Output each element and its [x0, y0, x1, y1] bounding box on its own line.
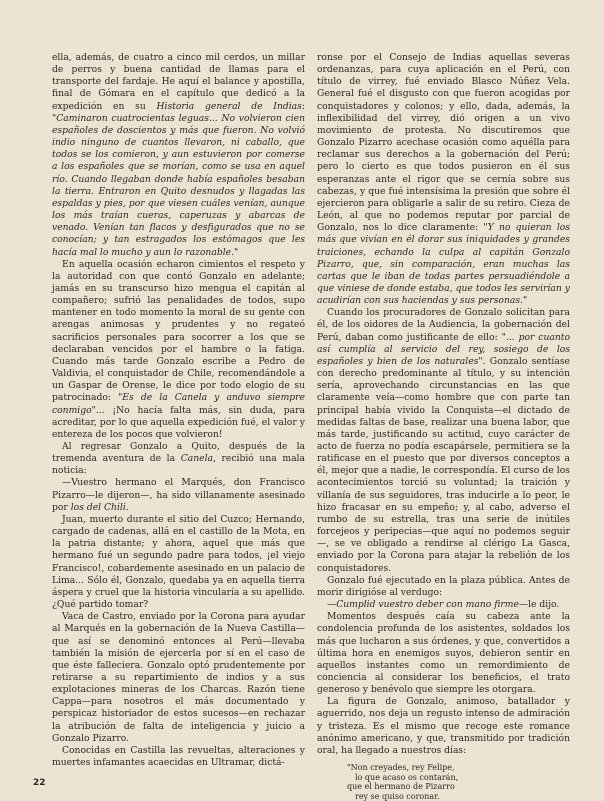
text-run: Cuando los procuradores de Gonzalo solicitan para él, de los oidores de la Audiencia, la gobernación del Perú, daban como justificante de ello:: [317, 307, 570, 343]
text-run: ... ¡No hacía falta más, sin duda, para acreditar, por lo que aquella expedición fué, el valor y entereza de los pocos que volvieron!: [52, 404, 305, 440]
left-column: [52, 52, 305, 769]
poem-line: lo que acaso os contarán,: [355, 772, 459, 782]
text-run: La figura de Gonzalo, animoso, batallador y aguerrido, nos deja un regusto intenso de admiración y tristeza. Es el mismo que recoge este romance anónimo americano, y que, transmitido por tradición oral, ha llegado a nuestros días:: [317, 696, 570, 756]
italic-text: Cumplid vuestro deber con mano firme: [336, 599, 519, 611]
poem-line: "Non creyades, rey Felipe,: [347, 763, 455, 773]
text-run: En aquella ocasión echaron cimientos el respeto y la autoridad con que contó Gonzalo en adelante; jamás en su transcurso hizo mengua el capitán al compañero; sufrió las penalidades de todos, supo mantener en todo momento la moral de su gente con arengas animosas y prudentes y no regateó sacrificios personales para socorrer a los que se declaraban vencidos por el hambre o la fatiga. Cuando más tarde Gonzalo escribe a Pedro de Valdivia, el conquistador de Chile, recomendándole a un Gaspar de Orense, le dice por todo elogio de su patrocinado:: [52, 258, 305, 404]
text-run: Conocidas en Castilla las revueltas, alteraciones y muertes infamantes acaecidas en Ultramar, dictá-: [52, 744, 305, 769]
text-run: —le dijo.: [518, 599, 560, 611]
italic-text: los del Chili: [70, 501, 126, 513]
page-number: 22: [33, 778, 46, 788]
text-run: ella, además, de cuatro a cinco mil cerdos, un millar de perros y buena cantidad de llamas para el transporte del fardaje. He aquí el balance y apostilla, final de Gómara en el capítulo que dedicó a la expedición en su: [52, 52, 305, 112]
text-run: :: [301, 100, 305, 112]
text-run: . Gonzalo sentíase con derecho predominante al título, y su intención sería, aprovechando circunstancias en las que claramente veía—como hombre que con parte tan principal había vivido la Conquista—el dictado de medidas faltas de base, realizar una buena labor, que más tarde, justificando su actitud, cuyo carácter de acto de fuerza no podía escapársele, permitiera se la ratificase en el puesto que por diversos conceptos a él, mejor que a nadie, le correspondía. El curso de los acontecimientos torció su voluntad; la traición y villanía de sus seguidores, tras inducirle a lo peor, le hizo fracasar en su empeño; y, al cabo, adverso el rumbo de su estrella, tras una serie de inútiles forcejeos y peripecias—que aquí no podemos seguir—, se ve obligado a rendirse al clérigo La Gasca, enviado por la Corona para atajar la rebelión de los conquistadores.: [317, 355, 570, 574]
text-run: Gonzalo fué ejecutado en la plaza pública. Antes de morir dirigióse al verdugo:: [317, 574, 570, 598]
poem-line: que el hermano de Pizarro: [347, 782, 455, 792]
paragraph: [52, 259, 305, 441]
poem-line: rey se quiso coronar.: [355, 791, 440, 801]
paragraph: [52, 611, 305, 745]
text-run: Juan, muerto durante el sitio del Cuzco; Hernando, cargado de cadenas, allá en el castillo de la Mota, en la patria distante; y ahora, aquel que más que hermano fué un segundo padre para todos, ¡el viejo Francisco!, cobardemente asesinado en un palacio de Lima... Sólo él, Gonzalo, quedaba ya en aquella tierra áspera y cruel que la historia vincularía a su apellido. ¿Qué partido tomar?: [52, 513, 305, 611]
text-run: Al regresar Gonzalo a Quito, después de la tremenda aventura de la: [52, 441, 305, 465]
italic-text: "Es de la Canela y anduvo siempre conmigo": [52, 392, 305, 416]
text-run: .: [125, 501, 129, 513]
right-column: [317, 52, 570, 801]
paragraph: [317, 611, 570, 696]
text-run: ronse por el Consejo de Indias aquellas severas ordenanzas, para cuya aplicación en el Perú, con título de virrey, fué enviado Blasco Núñez Vela. General fué el disgusto con que fueron acogidas por conquistadores y colonos; y ello, dada, además, la inflexibilidad del virrey, dió origen a un vivo movimiento de protesta. No discutiremos que Gonzalo Pizarro acechase ocasión como aquélla para reclamar sus derechos a la gobernación del Perú; pero lo cierto es que todos pusieron en él sus esperanzas ante el rigor que se cernía sobre sus cabezas, y que fué intensísima la presión que sobre él ejercieron para obligarle a salir de su retiro. Cieza de León, al que no podemos reputar por parcial de Gonzalo, nos lo dice claramente:: [317, 52, 570, 234]
paragraph: [317, 307, 570, 574]
paragraph: [52, 52, 305, 259]
text-run: Momentos después caía su cabeza ante la condolencia profunda de los asistentes, soldados los más que lucharon a sus órdenes, y que, convertidos a última hora en enemigos suyos, debieron sentir en aquellos instantes como un remordimiento de conciencia al considerar los beneficios, el trato generoso y benévolo que siempre les otorgara.: [317, 611, 570, 696]
italic-text: "... por cuanto así cumplía al servicio del rey, sosiego de los españoles y bien de los naturales": [317, 331, 570, 367]
paragraph: [317, 696, 570, 757]
text-run: —: [327, 599, 337, 611]
paragraph: [52, 477, 305, 513]
paragraph: [317, 52, 570, 307]
paragraph: [317, 575, 570, 599]
paragraph: [52, 745, 305, 769]
paragraph: [317, 599, 570, 611]
italic-text: "Y no quieran los más que vivían en él dorar sus iniquidades y grandes traiciones, echando la culpa al capitán Gonzalo Pizarro, que, sin comparación, eran muchas las cartas que le iban de todas partes persuadiéndole a que viniese de donde estaba, que todos les servirían y acudirían con sus haciendas y sus personas.": [317, 222, 570, 307]
text-run: —Vuestro hermano el Marqués, don Francisco Pizarro—le dijeron—, ha sido villanamente asesinado por: [52, 477, 305, 513]
italic-text: Canela: [180, 453, 213, 465]
paragraph: [52, 441, 305, 477]
poem-verse: [347, 763, 570, 801]
italic-text: "Caminaron cuatrocientas leguas... No volvieron cien españoles de doscientos y más que fueron. No volvió indio ninguno de cuantos llevaron, ni caballo, que todos se los comieron, y aun estuvieron por comerse a los españoles que se morían, como se usa en aquel río. Cuando llegaban donde había españoles besaban la tierra. Entraron en Quito desnudos y llagadas las espaldas y pies, por que viesen cuáles venían, aunque los más traían cueras, caperuzas y abarcas de venado. Venían tan flacos y desfigurados que no se conocían; y tan estragados los estómagos que les hacía mal lo mucho y aun lo razonable.": [52, 112, 305, 258]
paragraph: [52, 514, 305, 611]
text-run: , recibió una mala noticia:: [52, 453, 305, 477]
text-run: Vaca de Castro, enviado por la Corona para ayudar al Marqués en la gobernación de la Nueva Castilla—que así se denominó entonces al Perú—llevaba también la misión de ejercerla por sí en el caso de que éste falleciera. Gonzalo optó prudentemente por retirarse a su repartimiento de indios y a sus explotaciones mineras de los Charcas. Razón tiene Cappa—para nosotros el más documentado y perspicaz historiador de estos sucesos—en rechazar la atribución de falta de inteligencia y juicio a Gonzalo Pizarro.: [52, 611, 305, 744]
italic-text: Historia general de Indias: [156, 100, 302, 112]
